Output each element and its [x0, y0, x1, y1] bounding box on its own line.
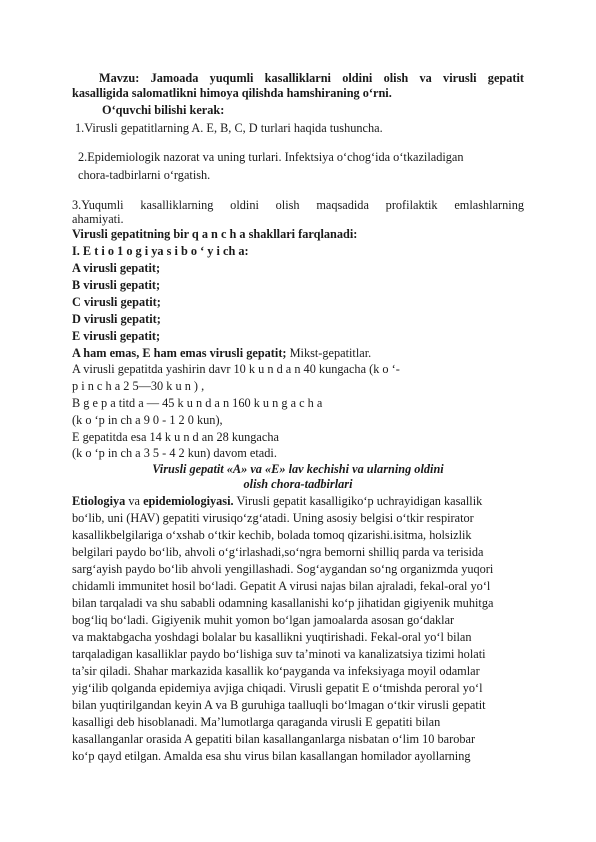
- body-paragraph-first-line: [72, 494, 482, 508]
- etiology-term: Etiologiya: [72, 494, 126, 508]
- body-line: kasalligi deb hisoblanadi. Ma’lumotlarga qaraganda virusli E gepatiti bilan: [72, 715, 441, 729]
- body-line: bilan yuqtirilgandan keyin A va B guruhiga taalluqli bo‘lmagan o‘tkir virusli gepatit: [72, 698, 486, 712]
- incubation-line-4: (k o ‘p in ch a 9 0 - 1 2 0 kun),: [72, 413, 223, 427]
- type-c: C virusli gepatit;: [72, 295, 161, 309]
- objective-1: 1.Virusli gepatitlarning A. E, B, C, D turlari haqida tushuncha.: [75, 121, 383, 135]
- body-line: chidamli immunitet hosil bo‘ladi. Gepatit A virusi najas bilan ajraladi, fekal-oral yo‘l: [72, 579, 491, 593]
- forms-heading: Virusli gepatitning bir q a n c h a shakllari farqlanadi:: [72, 227, 358, 241]
- body-line: kasallanganlar orasida A gepatiti bilan kasallanganlarga nisbatan o‘lim 10 barobar: [72, 732, 476, 746]
- body-line: kasallikbelgilariga o‘xshab o‘tkir kechib, bolada tomoq qizarishi.isitma, holsizlik: [72, 528, 472, 542]
- must-know-heading: O‘quvchi bilishi kerak:: [102, 103, 225, 117]
- section-title-2: olish chora-tadbirlari: [243, 477, 353, 491]
- incubation-line-1: A virusli gepatitda yashirin davr 10 k u n d a n 40 kungacha (k o ‘-: [72, 362, 400, 376]
- epidemiology-term: epidemiologiyasi.: [143, 494, 234, 508]
- objective-3: 3.Yuqumli kasalliklarning oldini olish maqsadida profilaktik emlashlarning: [72, 198, 524, 212]
- body-line: bilan tarqaladi va shu sababli odamning kasallanishi ko‘p jihatidan gigiyenik muhitga: [72, 596, 494, 610]
- type-e: E virusli gepatit;: [72, 329, 161, 343]
- type-b: B virusli gepatit;: [72, 278, 161, 292]
- objective-2: 2.Epidemiologik nazorat va uning turlari. Infektsiya o‘chog‘ida o‘tkaziladigan: [78, 150, 464, 164]
- mixed-bold: A ham emas, E ham emas virusli gepatit;: [72, 346, 287, 360]
- body-line: bog‘liq bo‘ladi. Gigiyenik muhit yomon bo‘lgan jamoalarda asosan go‘daklar: [72, 613, 455, 627]
- incubation-line-5: E gepatitda esa 14 k u n d an 28 kungacha: [72, 430, 279, 444]
- incubation-line-2: p i n c h a 2 5—30 k u n ) ,: [72, 379, 205, 393]
- body-line: ta’sir qiladi. Shahar markazida kasallik ko‘payganda va infeksiyaga moyil odamlar: [72, 664, 480, 678]
- type-a: A virusli gepatit;: [72, 261, 161, 275]
- incubation-line-6: (k o ‘p in ch a 3 5 - 4 2 kun) davom etadi.: [72, 446, 277, 460]
- body-line: belgilari paydo bo‘lib, ahvoli o‘g‘irlashadi,so‘ngra bemorni shilliq parda va terisida: [72, 545, 484, 559]
- section-title-1: Virusli gepatit «A» va «E» lav kechishi va ularning oldini: [152, 462, 444, 476]
- body-line: yig‘ilib qolganda epidemiya avjiga chiqadi. Virusli gepatit E o‘tmishda peroral yo‘l: [72, 681, 483, 695]
- body-line: ko‘p qayd etilgan. Amalda esa shu virus bilan kasallangan homilador ayollarning: [72, 749, 471, 763]
- mixed-hepatitis-line: [72, 346, 371, 360]
- topic-line-1: Mavzu: Jamoada yuqumli kasalliklarni oldini olish va virusli gepatit: [99, 71, 524, 85]
- mixed-normal: Mikst-gepatitlar.: [286, 346, 372, 360]
- incubation-line-3: B g e p a titd a — 45 k u n d a n 160 k u n g a c h a: [72, 396, 323, 410]
- objective-3-cont: ahamiyati.: [72, 212, 124, 226]
- objective-2-cont: chora-tadbirlarni o‘rgatish.: [78, 168, 211, 182]
- body-line: bo‘lib, uni (HAV) gepatiti virusiqo‘zg‘atadi. Uning asosiy belgisi o‘tkir respirator: [72, 511, 474, 525]
- type-d: D virusli gepatit;: [72, 312, 161, 326]
- body-line: tarqaladigan kasalliklar paydo bo‘lishiga suv ta’minoti va kanalizatsiya tizimi holati: [72, 647, 486, 661]
- body-first-rest: Virusli gepatit kasalligiko‘p uchrayidigan kasallik: [233, 494, 483, 508]
- etiology-heading: I. E t i o 1 o g i ya s i b o ‘ y i ch a:: [72, 244, 249, 258]
- body-line: va maktabgacha yoshdagi bolalar bu kasallikni yuqtirishadi. Fekal-oral yo‘l bilan: [72, 630, 472, 644]
- body-line: sarg‘ayish paydo bo‘lib ahvoli yengillashadi. Sog‘aygandan so‘ng organizmda yuqori: [72, 562, 494, 576]
- topic-line-2: kasalligida salomatlikni himoya qilishda hamshiraning o‘rni.: [72, 86, 392, 100]
- body-connector: va: [125, 494, 144, 508]
